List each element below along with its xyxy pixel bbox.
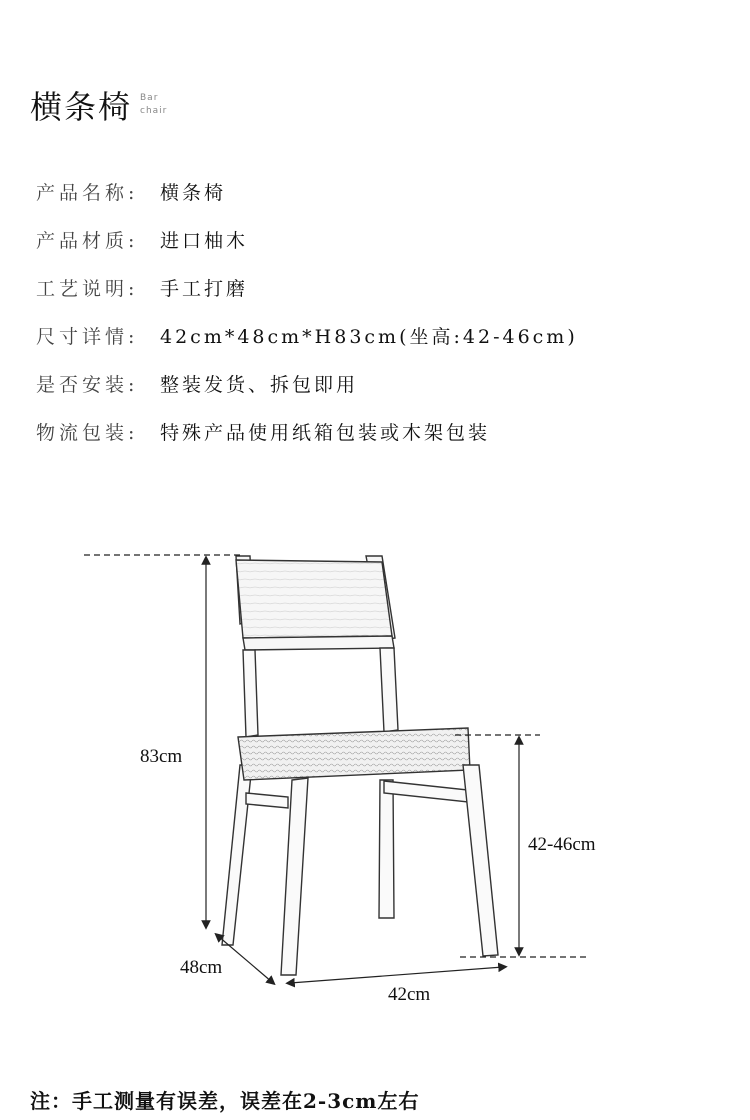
spec-list <box>36 178 578 466</box>
spec-key: 产品材质: <box>36 230 139 252</box>
subtitle-line-1: Bar <box>140 93 159 103</box>
spec-row-craft <box>36 274 578 322</box>
spec-value: 特殊产品使用纸箱包装或木架包装 <box>160 422 491 444</box>
spec-value: 进口柚木 <box>160 230 249 252</box>
height-dimension-label: 83cm <box>140 746 183 767</box>
spec-key: 产品名称: <box>36 182 139 204</box>
seat-height-dimension-label: 42-46cm <box>528 834 596 855</box>
subtitle-line-2: chair <box>140 106 168 116</box>
width-dimension-label: 42cm <box>388 984 431 1005</box>
spec-value: 手工打磨 <box>160 278 249 300</box>
spec-row-packaging <box>36 418 578 466</box>
spec-row-name <box>36 178 578 226</box>
chair-sketch <box>222 556 498 975</box>
spec-key: 尺寸详情: <box>36 326 139 348</box>
measurement-note: 注：手工测量有误差，误差在2-3cm左右 <box>30 1089 420 1113</box>
depth-dimension-label: 48cm <box>180 957 223 978</box>
spec-row-material <box>36 226 578 274</box>
page-title: 横条椅 <box>30 88 133 126</box>
chair-diagram <box>0 540 750 1010</box>
spec-key: 物流包装: <box>36 422 139 444</box>
spec-key: 工艺说明: <box>36 278 139 300</box>
spec-value: 整装发货、拆包即用 <box>160 374 359 396</box>
spec-value: 42cm*48cm*H83cm(坐高:42-46cm) <box>160 326 578 348</box>
spec-key: 是否安装: <box>36 374 139 396</box>
spec-row-install <box>36 370 578 418</box>
spec-row-size <box>36 322 578 370</box>
spec-value: 横条椅 <box>160 182 227 204</box>
page-subtitle <box>140 92 167 118</box>
